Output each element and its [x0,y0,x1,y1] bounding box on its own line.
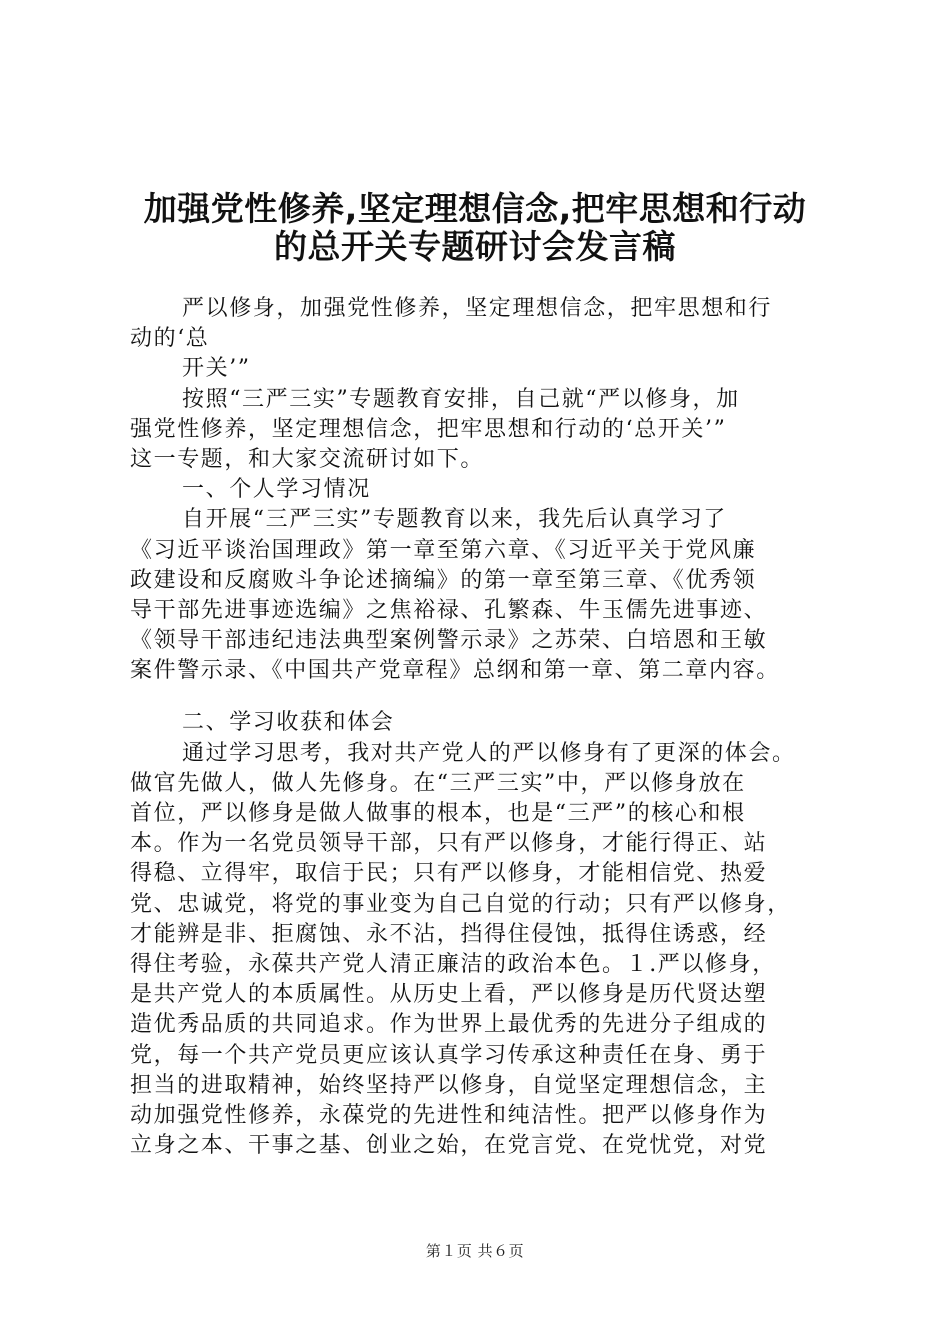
paragraph-line: 是共产党人的本质属性。从历史上看，严以修身是历代贤达塑 [130,982,768,1008]
paragraph-line: 担当的进取精神，始终坚持严以修身，自觉坚定理想信念，主 [130,1072,768,1098]
paragraph-line: 《习近平谈治国理政》第一章至第六章、《习近平关于党风廉 [130,537,757,563]
paragraph-line: 得住考验，永葆共产党人清正廉洁的政治本色。１.严以修身， [130,951,776,977]
paragraph-line: 党、忠诚党，将党的事业变为自己自觉的行动；只有严以修身， [130,891,791,917]
paragraph-line: 导干部先进事迹选编》之焦裕禄、孔繁森、牛玉儒先进事迹、 [130,597,768,623]
paragraph-line: 按照“三严三实”专题教育安排，自己就“严以修身，加 [182,386,740,412]
paragraph-gap [130,686,845,708]
paragraph-line: 政建设和反腐败斗争论述摘编》的第一章至第三章、《优秀领 [130,567,757,593]
paragraph-line: 造优秀品质的共同追求。作为世界上最优秀的先进分子组成的 [130,1012,768,1038]
paragraph-line: 自开展“三严三实”专题教育以来，我先后认真学习了 [182,507,727,533]
paragraph-line: 开关’” [182,356,251,382]
document-body [130,294,845,1161]
paragraph-line: 强党性修养，坚定理想信念，把牢思想和行动的‘总开关’” [130,416,727,442]
paragraph-line: 通过学习思考，我对共产党人的严以修身有了更深的体会。 [182,740,796,766]
document-title-line-2: 的总开关专题研讨会发言稿 [274,227,676,266]
paragraph-line: 首位，严以修身是做人做事的根本，也是“三严”的核心和根 [130,801,746,826]
paragraph-line: 这一专题，和大家交流研讨如下。 [130,446,485,472]
paragraph-line: 得稳、立得牢，取信于民；只有严以修身，才能相信党、热爱 [130,861,768,887]
paragraph-line: 本。作为一名党员领导干部，只有严以修身，才能行得正、站 [130,831,768,857]
paragraph-line: 才能辨是非、拒腐蚀、永不沾，挡得住侵蚀，抵得住诱惑，经 [130,921,768,947]
page-number-footer: 第１页 共６页 [425,1242,525,1260]
section-heading: 二、学习收获和体会 [182,710,395,736]
paragraph-line: 党，每一个共产党员更应该认真学习传承这种责任在身、勇于 [130,1042,768,1068]
section-heading: 一、个人学习情况 [182,477,371,503]
paragraph-line: 案件警示录、《中国共产党章程》总纲和第一章、第二章内容。 [130,658,780,684]
document-title-line-1: 加强党性修养,坚定理想信念,把牢思想和行动 [143,189,807,228]
paragraph-line: 立身之本、干事之基、创业之始，在党言党、在党忧党，对党 [130,1133,768,1159]
paragraph-line: 动的‘总 [130,326,210,352]
paragraph-line: 动加强党性修养，永葆党的先进性和纯洁性。把严以修身作为 [130,1102,768,1128]
paragraph-line: 做官先做人，做人先修身。在“三严三实”中，严以修身放在 [130,770,746,796]
paragraph-line: 严以修身，加强党性修养，坚定理想信念，把牢思想和行 [182,296,773,321]
paragraph-line: 《领导干部违纪违法典型案例警示录》之苏荣、白培恩和王敏 [130,628,768,654]
